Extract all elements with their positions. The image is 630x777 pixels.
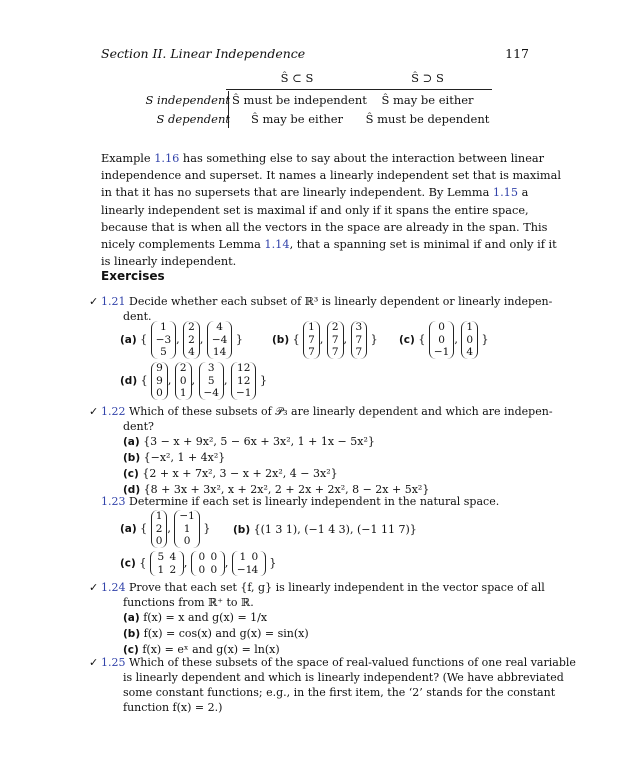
exercise-1-24: ✓ 1.24 Prove that each set {f, g} is linearly independent in the vector space of all functions from ℝ⁺ to ℝ. (a) f(x) = x and g(x) = 1/x (b) f(x) = cos(x) and g(x) = sin(x) (c) f(x) = eˣ and g(x) = ln(x) [89, 581, 545, 656]
table-col-subset: Ŝ ⊂ S [280, 71, 314, 85]
exercise-1-23: 1.23 Determine if each set is linearly independent in the natural space. [101, 495, 500, 508]
column-vector: 2 7 7 [327, 321, 344, 359]
summary-table [120, 71, 490, 131]
table-cell: Ŝ must be dependent [365, 112, 490, 126]
check-icon: ✓ [89, 405, 99, 418]
ex123-c: (c) { 5 4 1 2 , 0 0 0 0 , 1 0 −14 } [120, 551, 277, 576]
body-paragraph: Example 1.16 has something else to say about the interaction between linear independence and superset. It names a linearly independent set that is maximal in that it has no supersets that are linearly independent. By Lemma 1.15 a linearly independent set is maximal if and only if it spans the entire space, because that is when all the vectors in the space are already in the span. This nicely complements Lemma 1.14, that a spanning set is minimal if and only if it is linearly independent. [101, 152, 561, 269]
column-vector: 1 −3 5 [151, 321, 176, 359]
matrix: 0 0 0 0 [191, 551, 225, 576]
column-vector: 3 7 7 [351, 321, 368, 359]
section-title: Section II. Linear Independence [101, 46, 306, 61]
column-vector: 1 0 4 [461, 321, 478, 359]
column-vector: 9 9 0 [151, 362, 168, 400]
column-vector: −1 1 0 [174, 510, 199, 548]
ex123-a: (a) { 1 2 0 , −1 1 0 } [120, 510, 211, 547]
column-vector: 1 7 7 [303, 321, 320, 359]
table-cell: Ŝ must be independent [232, 93, 367, 107]
example-link[interactable]: 1.16 [154, 152, 180, 165]
column-vector: 12 12 −1 [231, 362, 256, 400]
column-vector: 2 0 1 [175, 362, 192, 400]
matrix: 1 0 −14 [232, 551, 266, 576]
exercises-heading: Exercises [101, 269, 165, 283]
lemma-link[interactable]: 1.15 [492, 186, 519, 200]
exercise-number: 1.21 [101, 295, 126, 308]
running-header [101, 46, 529, 62]
exercise-1-21: ✓ 1.21 Decide whether each subset of ℝ³ is linearly dependent or linearly indepen- dent. [89, 295, 553, 323]
column-vector: 3 5 −4 [199, 362, 224, 400]
check-icon: ✓ [89, 295, 99, 308]
table-row-label: S dependent [156, 112, 230, 126]
table-cell: Ŝ may be either [381, 93, 474, 107]
ex121-c: (c) { 0 0 −1 , 1 0 4 } [399, 321, 489, 358]
page-number: 117 [505, 46, 529, 61]
column-vector: 4 −4 14 [207, 321, 232, 359]
matrix: 5 4 1 2 [150, 551, 184, 576]
check-icon: ✓ [89, 656, 99, 669]
table-col-superset: Ŝ ⊃ S [411, 71, 444, 85]
table-row-label: S independent [145, 93, 230, 107]
column-vector: 0 0 −1 [429, 321, 454, 359]
check-icon: ✓ [89, 581, 99, 594]
ex123-b: (b) {(1 3 1), (−1 4 3), (−1 11 7)} [233, 523, 417, 536]
column-vector: 2 2 4 [183, 321, 200, 359]
table-cell: Ŝ may be either [250, 112, 344, 126]
exercise-number: 1.25 [101, 656, 126, 669]
exercise-1-25: ✓ 1.25 Which of these subsets of the space of real-valued functions of one real variable is linearly dependent and which is linearly independent? (We have abbreviated some constant functions; e.g., in the first item, the ‘2’ stands for the constant function f(x) = 2.) [89, 656, 576, 714]
exercise-number: 1.23 [101, 495, 126, 508]
lemma-link[interactable]: 1.14 [264, 238, 290, 252]
exercise-number: 1.24 [101, 581, 126, 594]
ex121-b: (b) { 1 7 7 , 2 7 7 , 3 7 7 } [272, 321, 378, 358]
exercise-1-22: ✓ 1.22 Which of these subsets of 𝒫₃ are linearly dependent and which are indepen- dent? (a) {3 − x + 9x², 5 − 6x + 3x², 1 + 1x − 5x²} (b) {−x², 1 + 4x²} (c) {2 + x + 7x², 3 − x + 2x², 4 − 3x²} (d) {8 + 3x + 3x², x + 2x², 2 + 2x + 2x², 8 − 2x + 5x²} [89, 405, 553, 496]
column-vector: 1 2 0 [151, 510, 168, 548]
ex121-d: (d) { 9 9 0 , 2 0 1 , 3 5 −4 , 12 12 −1 } [120, 362, 267, 399]
exercise-number: 1.22 [101, 405, 126, 418]
ex121-a: (a) { 1 −3 5 , 2 2 4 , 4 −4 14 } [120, 321, 243, 358]
